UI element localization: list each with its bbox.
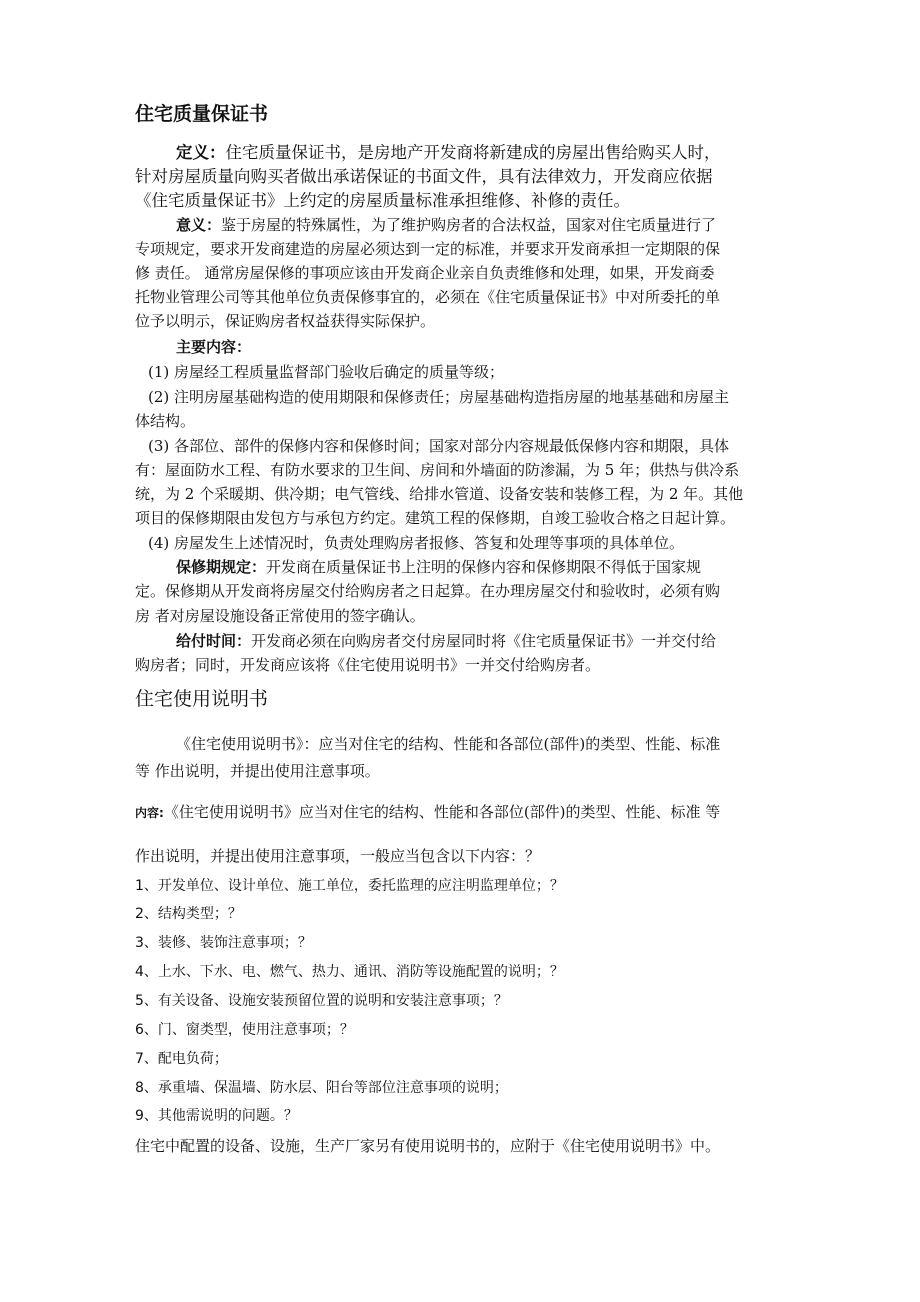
closing-text: 住宅中配置的设备、设施，生产厂家另有使用说明书的，应附于《住宅使用说明书》中。 [135,1137,721,1155]
significance-line-3: 修 责任。 通常房屋保修的事项应该由开发商企业亲自负责维修和处理，如果，开发商委 [135,264,715,282]
significance-text-1: 鉴于房屋的特殊属性，为了维护购房者的合法权益，国家对住宅质量进行了 [221,216,717,234]
list-item: 1、开发单位、设计单位、施工单位，委托监理的应注明监理单位；？ [135,878,564,894]
list-item: 5、有关设备、设施安装预留位置的说明和安装注意事项；？ [135,993,508,1009]
content-label: 内容: [135,806,164,820]
definition-line-2: 针对房屋质量向购买者做出承诺保证的书面文件，具有法律效力，开发商应依据 [135,167,713,186]
significance-line-5: 位予以明示，保证购房者权益获得实际保护。 [135,312,436,330]
content-text-1: 《住宅使用说明书》应当对住宅的结构、性能和各部位(部件)的类型、性能、标准 等 [163,803,721,821]
main-content-label: 主要内容： [176,338,252,356]
main-content-item-4: (4) 房屋发生上述情况时，负责处理购房者报修、答复和处理等事项的具体单位。 [148,534,685,552]
main-content-item-2-line-1: (2) 注明房屋基础构造的使用期限和保修责任；房屋基础构造指房屋的地基基础和房屋主 [148,388,730,406]
warranty-period-label: 保修期规定： [176,558,267,576]
warranty-period-line-1 [176,556,701,578]
intro-line-1: 《住宅使用说明书》：应当对住宅的结构、性能和各部位(部件)的类型、性能、标准 [176,735,721,753]
list-item: 8、承重墙、保温墙、防水层、阳台等部位注意事项的说明； [135,1080,508,1096]
delivery-time-text-1: 开发商必须在向购房者交付房屋同时将《住宅质量保证书》一并交付给 [251,632,717,650]
main-content-item-2-line-2: 体结构。 [135,412,196,430]
list-item: 9、其他需说明的问题。？ [135,1108,298,1124]
delivery-time-line-1 [176,630,716,652]
warranty-period-line-2: 定。保修期从开发商将房屋交付给购房者之日起算。在办理房屋交付和验收时，必须有购 [135,582,721,600]
list-item: 3、装修、装饰注意事项；？ [135,935,312,951]
list-item: 7、配电负荷； [135,1051,228,1067]
definition-label: 定义： [176,143,226,162]
main-content-item-3-line-2: 有：屋面防水工程、有防水要求的卫生间、房间和外墙面的防渗漏，为 5 年；供热与供冷系 [135,461,740,479]
definition-line-1 [176,141,721,165]
significance-line-4: 托物业管理公司等其他单位负责保修事宜的，必须在《住宅质量保证书》中对所委托的单 [135,288,721,306]
warranty-period-line-3: 房 者对房屋设施设备正常使用的签字确认。 [135,607,425,625]
warranty-period-text-1: 开发商在质量保证书上注明的保修内容和保修期限不得低于国家规 [266,558,702,576]
main-content-item-1: (1) 房屋经工程质量监督部门验收后确定的质量等级； [148,363,505,381]
list-item: 2、结构类型；？ [135,906,242,922]
delivery-time-line-2: 购房者；同时，开发商应该将《住宅使用说明书》一并交付给购房者。 [135,656,601,674]
significance-line-1 [176,214,716,236]
section2-title: 住宅使用说明书 [135,688,269,710]
definition-line-3: 《住宅质量保证书》上约定的房屋质量标准承担维修、补修的责任。 [135,191,630,210]
main-content-item-3-line-3: 统，为 2 个采暖期、供冷期；电气管线、给排水管道、设备安装和装修工程，为 2 年。其他 [135,485,744,503]
significance-line-2: 专项规定，要求开发商建造的房屋必须达到一定的标准，并要求开发商承担一定期限的保 [135,240,721,258]
section1-title: 住宅质量保证书 [135,103,269,125]
intro-line-2: 等 作出说明，并提出使用注意事项。 [135,762,380,780]
significance-label: 意义： [176,216,222,234]
list-item: 6、门、窗类型，使用注意事项；？ [135,1022,354,1038]
content-line-2: 作出说明，并提出使用注意事项，一般应当包含以下内容：？ [135,847,541,865]
delivery-time-label: 给付时间： [176,632,252,650]
main-content-item-3-line-4: 项目的保修期限由发包方与承包方约定。建筑工程的保修期，自竣工验收合格之日起计算。 [135,509,736,527]
definition-text-1: 住宅质量保证书，是房地产开发商将新建成的房屋出售给购买人时， [225,143,721,162]
content-line-1 [135,801,720,824]
main-content-item-3-line-1: (3) 各部位、部件的保修内容和保修时间；国家对部分内容规最低保修内容和期限，具体 [148,437,730,455]
list-item: 4、上水、下水、电、燃气、热力、通讯、消防等设施配置的说明；？ [135,964,564,980]
